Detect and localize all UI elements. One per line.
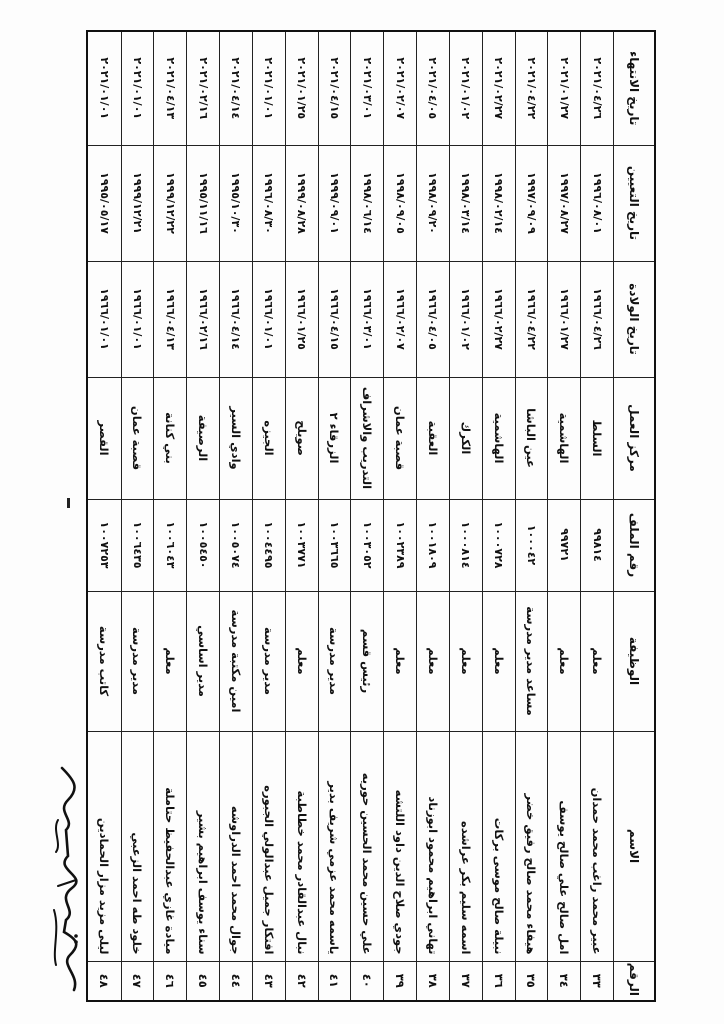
cell-num: ٤٢ [285, 961, 318, 1001]
cell-center: العقبة [417, 377, 450, 499]
cell-file: ١٠٠٦٤٣٥ [121, 499, 154, 591]
cell-file: ١٠٠٥٤٥٠ [187, 499, 220, 591]
cell-file: ١٠٠٠٨١٤ [449, 499, 482, 591]
table-row [351, 31, 384, 1001]
cell-num: ٤٣ [252, 961, 285, 1001]
cell-name: جوال محمد احمد الدراوشه [220, 731, 253, 961]
cell-end: ٢٠٢١/٠٤/١٤ [220, 31, 253, 145]
cell-birth: ١٩٦٦/٠٢/٢٧ [482, 261, 515, 377]
cell-appoint: ١٩٩٩/٠٨/٢٨ [285, 145, 318, 261]
cell-birth: ١٩٦٦/٠١/٠١ [87, 261, 121, 377]
cell-job: مدير اساسي [187, 591, 220, 731]
cell-appoint: ١٩٩٨/٠٣/١٤ [449, 145, 482, 261]
cell-end: ٢٠٢١/٠٢/١٦ [187, 31, 220, 145]
cell-num: ٣٣ [581, 961, 614, 1001]
cell-center: قصبة عمان [121, 377, 154, 499]
cell-file: ١٠٠٥٠٧٤ [220, 499, 253, 591]
cell-num: ٤٧ [121, 961, 154, 1001]
header-end: تاريخ الانتهاء [614, 31, 656, 145]
header-name: الاسم [614, 731, 656, 961]
table-row [220, 31, 253, 1001]
cell-name: ليلى مزيد مزار الحمادين [87, 731, 121, 961]
cell-file: ١٠٠٦٠٤٣ [154, 499, 187, 591]
cell-birth: ١٩٦٦/٠٢/٠٧ [384, 261, 417, 377]
table-row [548, 31, 581, 1001]
cell-name: ميادة غازي عبدالحفيظ حتاملة [154, 731, 187, 961]
cell-end: ٢٠٢١/٠١/٠٢ [449, 31, 482, 145]
table-body [87, 31, 614, 1001]
page-mark [67, 498, 70, 508]
cell-appoint: ١٩٩٩/١٢/٢٢ [154, 145, 187, 261]
cell-file: ١٠٠٢٣٨٩ [384, 499, 417, 591]
cell-job: رئيس قسم [351, 591, 384, 731]
cell-end: ٢٠٢١/٠٤/٠٥ [417, 31, 450, 145]
cell-end: ٢٠٢١/٠١/٠١ [121, 31, 154, 145]
cell-end: ٢٠٢١/٠٤/٢٦ [581, 31, 614, 145]
cell-job: مساعد مدير مدرسة [515, 591, 548, 731]
cell-job: مدير مدرسة [121, 591, 154, 731]
cell-center: صويلح [285, 377, 318, 499]
cell-birth: ١٩٦٦/٠١/٠١ [252, 261, 285, 377]
cell-appoint: ١٩٩٦/٠٨/٣٠ [252, 145, 285, 261]
cell-appoint: ١٩٩٩/١٢/٢١ [121, 145, 154, 261]
cell-birth: ١٩٦٦/٠٤/٢٢ [515, 261, 548, 377]
cell-file: ١٠٠٣٧٧١ [285, 499, 318, 591]
cell-file: ١٠٠٠٧٢٨ [482, 499, 515, 591]
cell-job: مدير مدرسة [252, 591, 285, 731]
cell-name: جودي صلاح الدين داود اللتشه [384, 731, 417, 961]
cell-file: ١٠٠٠٤٢ [515, 499, 548, 591]
cell-appoint: ١٩٩٨/٠٦/١٤ [351, 145, 384, 261]
cell-job: معلم [384, 591, 417, 731]
cell-name: تهاني ابراهيم محمود ابوزناد [417, 731, 450, 961]
cell-name: اسمه سليم بكر عراشده [449, 731, 482, 961]
cell-num: ٤٨ [87, 961, 121, 1001]
cell-name: افتكار جميل عبدالولي الجبوره [252, 731, 285, 961]
table-row [449, 31, 482, 1001]
cell-end: ٢٠٢١/٠٤/١٣ [154, 31, 187, 145]
cell-job: معلم [417, 591, 450, 731]
cell-job: معلم [285, 591, 318, 731]
table-row [318, 31, 351, 1001]
cell-file: ١٠٠٣٠٥٢ [351, 499, 384, 591]
table-row [121, 31, 154, 1001]
cell-birth: ١٩٦٦/٠٤/١٣ [154, 261, 187, 377]
rotated-content [52, 30, 656, 1000]
table-row [187, 31, 220, 1001]
cell-file: ١٠٠٣٦٦٥ [318, 499, 351, 591]
table-row [87, 31, 121, 1001]
header-birth: تاريخ الولادة [614, 261, 656, 377]
cell-birth: ١٩٦٦/٠٤/١٤ [220, 261, 253, 377]
cell-file: ٩٩٧٢١ [548, 499, 581, 591]
table-header-row [614, 31, 656, 1001]
cell-appoint: ١٩٩٧/٠٩/٠٩ [515, 145, 548, 261]
table-row [384, 31, 417, 1001]
cell-birth: ١٩٦٦/٠٣/٠١ [351, 261, 384, 377]
table-row [482, 31, 515, 1001]
cell-name: علي حسين محمد الحسين حوريه [351, 731, 384, 961]
cell-center: وادي السير [220, 377, 253, 499]
cell-num: ٤٥ [187, 961, 220, 1001]
cell-center: قصبة عمان [384, 377, 417, 499]
cell-name: خلود طه احمد الزعبي [121, 731, 154, 961]
cell-num: ٣٨ [417, 961, 450, 1001]
cell-end: ٢٠٢١/٠٢/٠٧ [384, 31, 417, 145]
cell-file: ١٠٠٤٤٩٥ [252, 499, 285, 591]
cell-end: ٢٠٢١/٠١/٠١ [252, 31, 285, 145]
cell-birth: ١٩٦٦/٠٤/١٥ [318, 261, 351, 377]
cell-num: ٣٤ [548, 961, 581, 1001]
cell-center: الرصيفة [187, 377, 220, 499]
cell-appoint: ١٩٩٨/٠٩/٢٠ [417, 145, 450, 261]
cell-num: ٤٠ [351, 961, 384, 1001]
header-center: مركز العمل [614, 377, 656, 499]
cell-appoint: ١٩٩٨/٠٩/٠٥ [384, 145, 417, 261]
cell-num: ٤٦ [154, 961, 187, 1001]
cell-end: ٢٠٢١/٠٤/١٥ [318, 31, 351, 145]
cell-job: معلم [154, 591, 187, 731]
cell-birth: ١٩٦٦/٠١/٠١ [121, 261, 154, 377]
cell-end: ٢٠٢١/٠١/٠١ [87, 31, 121, 145]
cell-center: السلط [581, 377, 614, 499]
table-row [417, 31, 450, 1001]
cell-appoint: ١٩٩٩/٠٩/٠١ [318, 145, 351, 261]
cell-appoint: ١٩٩٥/٠٥/١٧ [87, 145, 121, 261]
header-file: رقم الملف [614, 499, 656, 591]
header-job: الوظيفة [614, 591, 656, 731]
table-row [515, 31, 548, 1001]
cell-end: ٢٠٢١/٠١/٢٥ [285, 31, 318, 145]
table-row [252, 31, 285, 1001]
cell-num: ٣٥ [515, 961, 548, 1001]
signature-image [50, 760, 82, 1000]
cell-end: ٢٠٢١/٠٢/٢٧ [482, 31, 515, 145]
cell-name: امل صالح علي صالح يوسف [548, 731, 581, 961]
cell-appoint: ١٩٩٨/٠٢/١٤ [482, 145, 515, 261]
cell-end: ٢٠٢١/٠٤/٢٢ [515, 31, 548, 145]
cell-birth: ١٩٦٦/٠١/٠٢ [449, 261, 482, 377]
table-row [285, 31, 318, 1001]
cell-file: ١٠٠٧٢٥٣ [87, 499, 121, 591]
cell-center: القصر [87, 377, 121, 499]
cell-num: ٣٩ [384, 961, 417, 1001]
cell-birth: ١٩٦٦/٠٤/٢٦ [581, 261, 614, 377]
cell-birth: ١٩٦٦/٠٢/١٦ [187, 261, 220, 377]
cell-center: الهاشمية [482, 377, 515, 499]
cell-name: نبيلة صالح موسى بركات [482, 731, 515, 961]
cell-center: عين الباشا [515, 377, 548, 499]
header-appoint: تاريخ التعيين [614, 145, 656, 261]
cell-job: كاتب مدرسة [87, 591, 121, 731]
cell-job: معلم [449, 591, 482, 731]
cell-center: الهاشمية [548, 377, 581, 499]
cell-file: ١٠٠١٨٠٩ [417, 499, 450, 591]
cell-center: الجيزه [252, 377, 285, 499]
cell-end: ٢٠٢١/٠٣/٠١ [351, 31, 384, 145]
cell-job: معلم [581, 591, 614, 731]
cell-name: سناء يوسف ابراهيم بشير [187, 731, 220, 961]
cell-appoint: ١٩٩٥/١١/١٦ [187, 145, 220, 261]
cell-birth: ١٩٦٦/٠٤/٠٥ [417, 261, 450, 377]
employee-table [86, 30, 656, 1002]
cell-job: امين مكتبة مدرسة [220, 591, 253, 731]
cell-num: ٣٧ [449, 961, 482, 1001]
cell-center: التدريب والاشراف [351, 377, 384, 499]
cell-name: عبير محمد راغب محمد حمدان [581, 731, 614, 961]
cell-center: الزرقاء ٢ [318, 377, 351, 499]
table-row [154, 31, 187, 1001]
cell-center: الكرك [449, 377, 482, 499]
cell-num: ٣٦ [482, 961, 515, 1001]
cell-end: ٢٠٢١/٠١/٢٧ [548, 31, 581, 145]
cell-num: ٤١ [318, 961, 351, 1001]
cell-appoint: ١٩٩٧/٠٨/٢٧ [548, 145, 581, 261]
cell-name: هيفاء محمد صالح رفيق خضر [515, 731, 548, 961]
signature-scribble [50, 760, 82, 1000]
cell-birth: ١٩٦٦/٠١/٢٥ [285, 261, 318, 377]
cell-job: مدير مدرسة [318, 591, 351, 731]
cell-appoint: ١٩٩٦/٠٨/٠١ [581, 145, 614, 261]
cell-appoint: ١٩٩٥/١٠/٣٠ [220, 145, 253, 261]
header-num: الرقم [614, 961, 656, 1001]
cell-job: معلم [482, 591, 515, 731]
table-row [581, 31, 614, 1001]
cell-birth: ١٩٦٦/٠١/٢٧ [548, 261, 581, 377]
cell-name: ياسمه محمد عزمي شريف بدير [318, 731, 351, 961]
cell-job: معلم [548, 591, 581, 731]
cell-name: نبال عبدالقادر محمد خطاطبة [285, 731, 318, 961]
cell-center: بني كنانة [154, 377, 187, 499]
cell-file: ٩٩٨١٤ [581, 499, 614, 591]
cell-num: ٤٤ [220, 961, 253, 1001]
